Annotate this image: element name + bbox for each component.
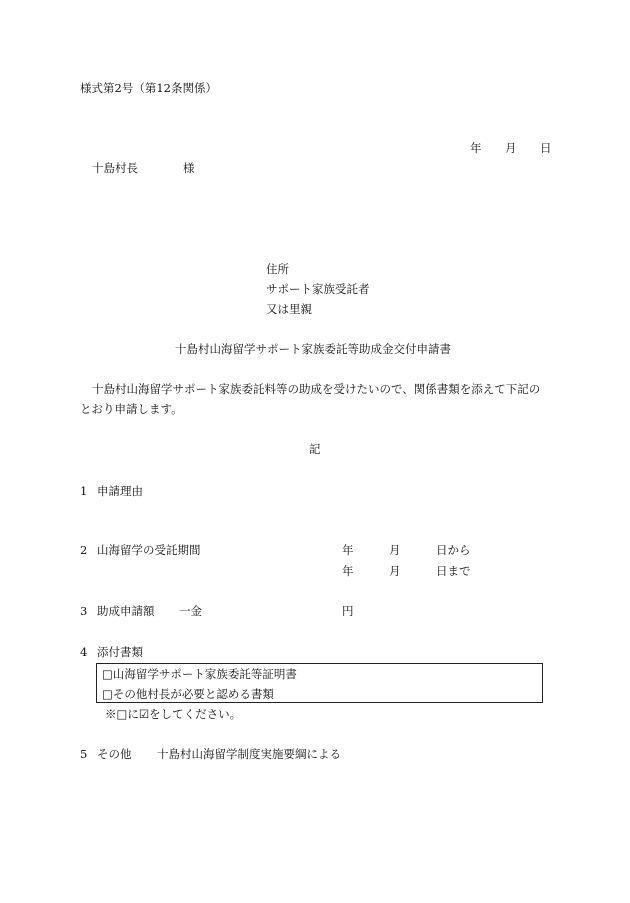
intro-line-1: 十島村山海留学サポート家族委託料等の助成を受けたいので、関係書類を添えて下記の — [92, 382, 541, 396]
intro-line-2: とおり申請します。 — [80, 402, 183, 416]
period-from-month: 月 — [389, 543, 401, 557]
applicant-address-label: 住所 — [266, 262, 289, 276]
period-to-year: 年 — [342, 564, 354, 578]
date-year-label: 年 — [470, 141, 482, 155]
item-4-label: 添付書類 — [97, 645, 143, 659]
item-5-number: 5 — [80, 747, 88, 761]
item-1-label: 申請理由 — [97, 484, 143, 498]
addressee-name: 十島村長 — [92, 161, 138, 175]
item-2-number: 2 — [80, 543, 88, 557]
date-day-label: 日 — [540, 141, 552, 155]
form-number: 様式第2号（第12条関係） — [80, 81, 217, 95]
attachments-box — [96, 663, 543, 703]
amount-prefix: 一金 — [179, 604, 202, 618]
item-4-number: 4 — [80, 645, 88, 659]
addressee-honorific: 様 — [183, 161, 195, 175]
date-month-label: 月 — [505, 141, 517, 155]
attachments-note: ※□に☑をしてください。 — [105, 707, 242, 721]
period-from-day: 日から — [436, 543, 471, 557]
applicant-role-line1: サポート家族受託者 — [266, 282, 370, 296]
amount-unit: 円 — [342, 604, 354, 618]
item-5-label: その他 — [97, 747, 132, 761]
item-5-value: 十島村山海留学制度実施要綱による — [157, 747, 341, 761]
attachment-option-other[interactable]: □その他村長が必要と認める書類 — [102, 687, 274, 701]
period-to-day: 日まで — [436, 564, 471, 578]
item-1-number: 1 — [80, 484, 88, 498]
ki-heading: 記 — [309, 442, 321, 456]
item-3-number: 3 — [80, 604, 88, 618]
document-title: 十島村山海留学サポート家族委託等助成金交付申請書 — [175, 342, 451, 356]
item-3-label: 助成申請額 — [97, 604, 155, 618]
period-from-year: 年 — [342, 543, 354, 557]
item-2-label: 山海留学の受託期間 — [97, 543, 201, 557]
applicant-role-line2: 又は里親 — [266, 302, 312, 316]
attachment-option-certificate[interactable]: □山海留学サポート家族委託等証明書 — [102, 667, 297, 681]
period-to-month: 月 — [389, 564, 401, 578]
